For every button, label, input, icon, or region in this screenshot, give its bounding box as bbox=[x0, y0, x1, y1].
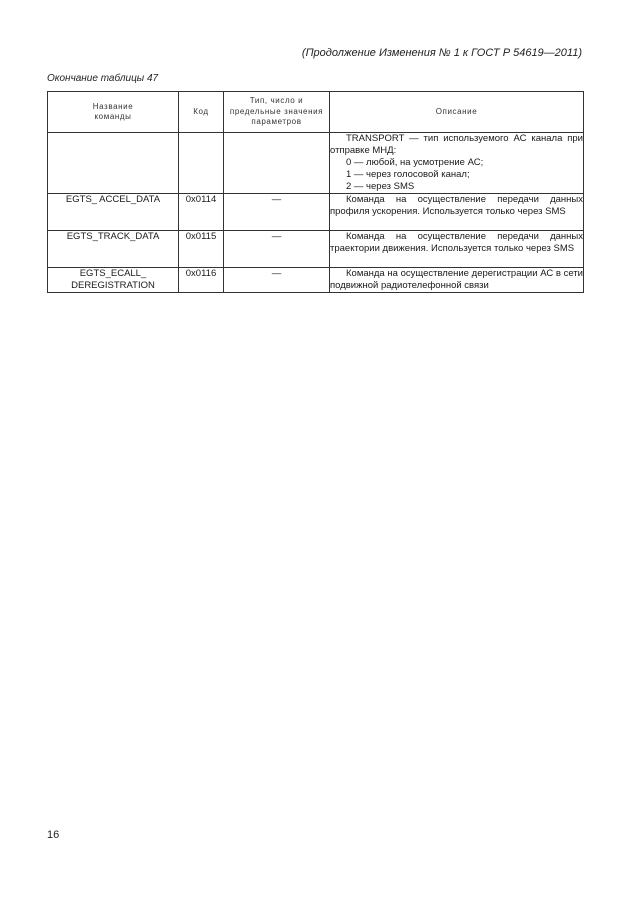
cell-code: 0x0115 bbox=[179, 231, 224, 268]
page-number: 16 bbox=[47, 829, 60, 841]
cell-type bbox=[224, 133, 330, 194]
cell-name: EGTS_ ACCEL_DATA bbox=[48, 194, 179, 231]
cell-code: 0x0114 bbox=[179, 194, 224, 231]
cell-description: Команда на осуществление дерегистрации АС в сети подвижной радиотелефонной связи bbox=[330, 268, 583, 291]
cell-name bbox=[48, 133, 179, 194]
cell-code: 0x0116 bbox=[179, 268, 224, 293]
cell-name bbox=[48, 268, 179, 293]
table-header-row bbox=[48, 92, 584, 133]
command-name-line: EGTS_ECALL_ bbox=[79, 268, 147, 279]
description-line: TRANSPORT — тип используемого АС канала при отправке МНД: bbox=[330, 133, 583, 156]
command-name-line: DEREGISTRATION bbox=[71, 280, 155, 291]
cell-description: Команда на осуществление передачи данных профиля ускорения. Используется только через SMS bbox=[330, 194, 584, 231]
document-header-note: (Продолжение Изменения № 1 к ГОСТ Р 54619—2011) bbox=[301, 47, 582, 59]
description-line: 2 — через SMS bbox=[346, 181, 415, 192]
table-row bbox=[48, 231, 584, 268]
cell-description bbox=[330, 133, 584, 194]
description-line: 0 — любой, на усмотрение АС; bbox=[346, 157, 484, 168]
cell-name: EGTS_TRACK_DATA bbox=[48, 231, 179, 268]
description-line: 1 — через голосовой канал; bbox=[346, 169, 470, 180]
table-row bbox=[48, 133, 584, 194]
cell-type: — bbox=[224, 194, 330, 231]
cell-type: — bbox=[224, 231, 330, 268]
commands-table bbox=[47, 91, 584, 293]
cell-type: — bbox=[224, 268, 330, 293]
header-type-params: Тип, число и предельные значения параметров bbox=[224, 92, 330, 133]
cell-code bbox=[179, 133, 224, 194]
table-row bbox=[48, 194, 584, 231]
cell-description: Команда на осуществление передачи данных траектории движения. Используется только через SMS bbox=[330, 231, 584, 268]
header-command-name: Название команды bbox=[48, 92, 179, 133]
header-code: Код bbox=[179, 92, 224, 133]
table-row bbox=[48, 268, 584, 293]
table-caption: Окончание таблицы 47 bbox=[47, 73, 159, 84]
header-description: Описание bbox=[330, 92, 584, 133]
